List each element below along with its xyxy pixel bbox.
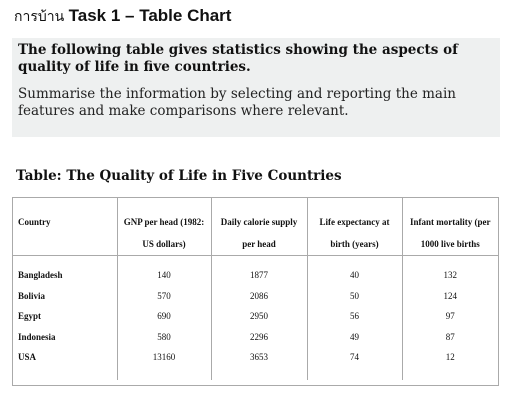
cell-calorie: 2086 [211,286,307,307]
cell-country: Indonesia [18,331,56,342]
column-header-country: Country [13,198,117,256]
cell-life-expectancy: 50 [307,286,402,307]
table-row [13,347,498,380]
table-header-row [13,198,498,256]
prompt-description: The following table gives statistics showing the aspects of quality of life in five countries. [18,42,458,75]
cell-gnp: 690 [117,306,211,327]
cell-calorie: 2296 [211,327,307,348]
table-frame [12,197,499,386]
heading-prefix: การบ้าน [14,9,65,25]
cell-infant-mortality: 132 [402,256,498,286]
cell-calorie: 3653 [211,347,307,380]
prompt-instruction: Summarise the information by selecting and reporting the main features and make comparisons where relevant. [18,86,456,119]
task-prompt-box [12,38,500,137]
cell-life-expectancy: 56 [307,306,402,327]
table-title: Table: The Quality of Life in Five Countries [16,168,342,184]
cell-country: Bolivia [18,290,46,301]
cell-calorie: 2950 [211,306,307,327]
cell-gnp: 13160 [117,347,211,380]
cell-country: Bangladesh [18,270,63,280]
table-row [13,256,498,286]
column-header-infant-mortality: Infant mortality (per 1000 live births [402,198,498,256]
cell-calorie: 1877 [211,256,307,286]
cell-life-expectancy: 49 [307,327,402,348]
column-header-gnp: GNP per head (1982: US dollars) [117,198,211,256]
column-header-life-expectancy: Life expectancy at birth (years) [307,198,402,256]
table-row [13,306,498,327]
cell-infant-mortality: 87 [402,327,498,348]
cell-country: Egypt [18,311,42,321]
cell-life-expectancy: 40 [307,256,402,286]
cell-infant-mortality: 12 [402,347,498,380]
cell-life-expectancy: 74 [307,347,402,380]
heading-task-title: Task 1 – Table Chart [68,6,232,25]
table-row [13,286,498,307]
cell-infant-mortality: 97 [402,306,498,327]
cell-gnp: 140 [117,256,211,286]
cell-gnp: 580 [117,327,211,348]
cell-infant-mortality: 124 [402,286,498,307]
quality-of-life-table [13,198,498,380]
cell-gnp: 570 [117,286,211,307]
page-heading [14,6,231,28]
column-header-calorie: Daily calorie supply per head [211,198,307,256]
cell-country: USA [18,352,37,362]
table-row [13,327,498,348]
